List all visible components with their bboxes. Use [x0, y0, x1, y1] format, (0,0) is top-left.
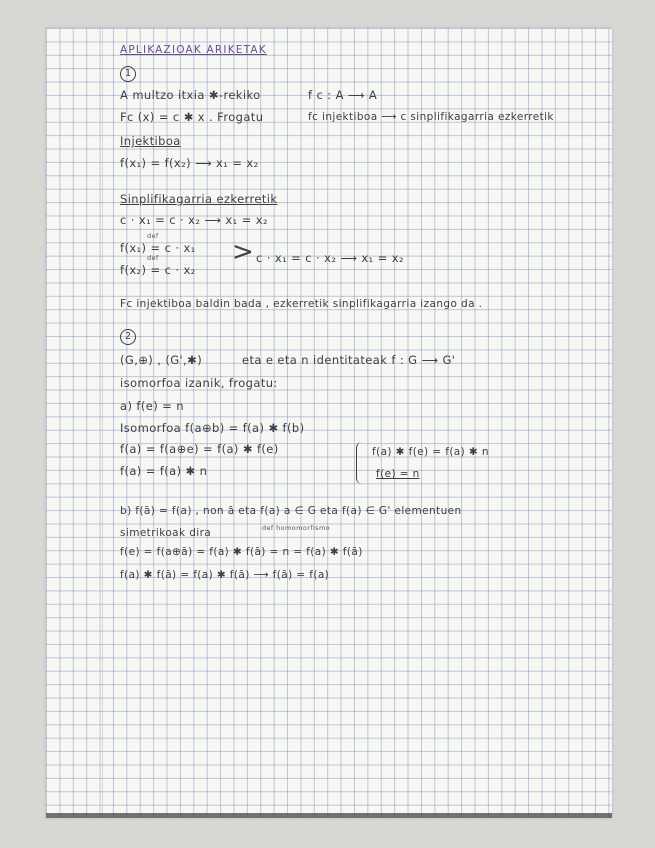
q2-b-eq-1: f(e) = f(a⊕ā) = f(a) ✱ f(ā) = n = f(a) ✱ f(ā) [120, 546, 363, 558]
q2-groups: (G,⊕) , (G',✱) [120, 353, 203, 367]
q1-task: fc injektiboa ⟶ c sinplifikagarria ezkerretik [308, 111, 554, 123]
q2-right-eq-2: f(e) = n [376, 468, 420, 480]
q1-sinplifikagarria-heading: Sinplifikagarria ezkerretik [120, 192, 278, 206]
q2-part-b: b) f(ā) = f(a) , non ā eta f(a) a ∈ G eta f(a) ∈ G' elementuen [120, 505, 462, 517]
q2-b-eq-2: f(a) ✱ f(ā) = f(a) ✱ f(ā) ⟶ f(ā) = f(a) [120, 569, 330, 581]
q1-statement-b: f c : A ⟶ A [308, 88, 378, 102]
notebook-page [46, 28, 612, 818]
q2-part-b-cont: simetrikoak dira [120, 527, 212, 539]
page-title: APLIKAZIOAK ARIKETAK [120, 44, 267, 56]
q2-fa-line-1: f(a) = f(a⊕e) = f(a) ✱ f(e) [120, 442, 279, 456]
def-mark-2: def [147, 254, 159, 262]
q1-sinplifikagarria-eq: c · x₁ = c · x₂ ⟶ x₁ = x₂ [120, 213, 268, 227]
q1-function-def: Fc (x) = c ✱ x . Frogatu [120, 110, 264, 124]
exercise-2-number: 2 [120, 329, 136, 345]
exercise-1-number: 1 [120, 66, 136, 82]
q2-iso-def: Isomorfoa f(a⊕b) = f(a) ✱ f(b) [120, 421, 305, 435]
q2-identities: eta e eta n identitateak f : G ⟶ G' [242, 353, 456, 367]
def-mark-1: def [147, 232, 159, 240]
margin-line [102, 28, 103, 818]
q1-conclusion: Fc injektiboa baldin bada , ezkerretik sinplifikagarria izango da . [120, 298, 483, 310]
def-homomorfismo-note: def homomorfismo [262, 524, 331, 532]
q1-def-line-1: f(x₁) = c · x₁ [120, 241, 196, 255]
left-brace [356, 442, 364, 484]
q2-right-eq-1: f(a) ✱ f(e) = f(a) ✱ n [372, 446, 489, 458]
q1-def-line-2: f(x₂) = c · x₂ [120, 263, 196, 277]
closing-brace: > [232, 237, 254, 267]
q1-injektiboa-eq: f(x₁) = f(x₂) ⟶ x₁ = x₂ [120, 156, 259, 170]
q1-combined-eq: c · x₁ = c · x₂ ⟶ x₁ = x₂ [256, 251, 404, 265]
q1-statement-a: A multzo itxia ✱-rekiko [120, 88, 261, 102]
q2-part-a: a) f(e) = n [120, 399, 184, 413]
q1-injektiboa-heading: Injektiboa [120, 134, 181, 148]
q2-fa-line-2: f(a) = f(a) ✱ n [120, 464, 208, 478]
q2-isomorphism: isomorfoa izanik, frogatu: [120, 376, 278, 390]
page-bottom-edge [46, 813, 612, 818]
